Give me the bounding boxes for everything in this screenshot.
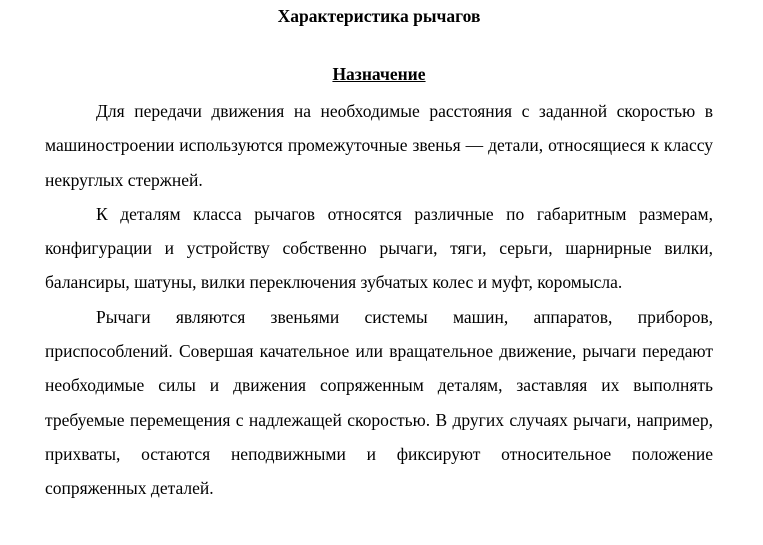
paragraph: К деталям класса рычагов относятся различные по габаритным размерам, конфигурации и устройству собственно рычаги, тяги, серьги, шарнирные вилки, балансиры, шатуны, вилки переключения зубчатых колес и муфт, коромысла. bbox=[45, 203, 713, 293]
paragraph: Для передачи движения на необходимые расстояния с заданной скоростью в машиностроении используются промежуточные звенья — детали, относящиеся к классу некруглых стержней. bbox=[45, 101, 713, 190]
section-heading: Назначение bbox=[332, 64, 426, 84]
paragraph: Рычаги являются звеньями системы машин, аппаратов, приборов, приспособлений. Совершая качательное или вращательное движение, рычаги передают необходимые силы и движения сопряженным деталям, заставляя их выполнять требуемые перемещения с надлежащей скоростью. В других случаях рычаги, например, прихваты, остаются неподвижными и фиксируют относительное положение сопряженных деталей. bbox=[45, 306, 713, 499]
document-title: Характеристика рычагов bbox=[277, 6, 481, 26]
